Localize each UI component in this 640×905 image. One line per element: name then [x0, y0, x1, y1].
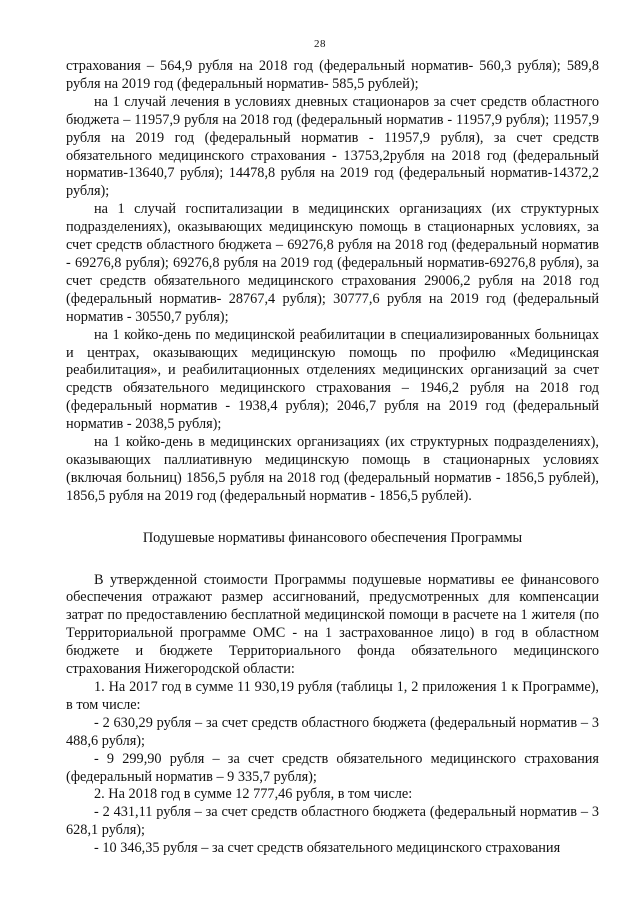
paragraph: 1. На 2017 год в сумме 11 930,19 рубля (таблицы 1, 2 приложения 1 к Программе), в том числе: — [66, 679, 599, 713]
paragraph: на 1 случай госпитализации в медицинских организациях (их структурных подразделениях), оказывающих медицинскую помощь в стационарных условиях, за счет средств областного бюджета – 69276,8 рубля на 2018 год (федеральный норматив - 69276,8 рубля); 69276,8 рубля на 2019 год (федеральный норматив-69276,8 рубля), за счет средств обязательного медицинского страхования 29006,2 рубля на 2018 год (федеральный норматив- 28767,4 рубля); 30777,6 рубля на 2019 год (федеральный норматив - 30550,7 рубля); — [66, 201, 599, 325]
paragraph: на 1 койко-день по медицинской реабилитации в специализированных больницах и центрах, оказывающих медицинскую помощь по профилю «Медицинская реабилитация», и реабилитационных отделениях медицинских организаций за счет средств обязательного медицинского страхования – 1946,2 рубля на 2018 год (федеральный норматив - 1938,4 рубля); 2046,7 рубля на 2019 год (федеральный норматив - 2038,5 рубля); — [66, 326, 599, 433]
paragraph: - 2 431,11 рубля – за счет средств областного бюджета (федеральный норматив – 3 628,1 рубля); — [66, 804, 599, 839]
paragraph: на 1 случай лечения в условиях дневных стационаров за счет средств областного бюджета – 11957,9 рубля на 2018 год (федеральный норматив - 11957,9 рубля); 11957,9 рубля на 2019 год (федеральный норматив - 11957,9 рубля), за счет средств обязательного медицинского страхования - 13753,2рубля на 2018 год (федеральный норматив-13640,7 рубля); 14478,8 рубля на 2019 год (федеральный норматив-14372,2 рубля); — [66, 93, 599, 200]
paragraph: - 2 630,29 рубля – за счет средств областного бюджета (федеральный норматив – 3 488,6 рубля); — [66, 714, 599, 749]
paragraph: - 9 299,90 рубля – за счет средств обязательного медицинского страхования (федеральный норматив – 9 335,7 рубля); — [66, 750, 599, 785]
document-body — [66, 58, 599, 858]
paragraph: 2. На 2018 год в сумме 12 777,46 рубля, в том числе: — [94, 786, 413, 803]
paragraph: на 1 койко-день в медицинских организациях (их структурных подразделениях), оказывающих паллиативную медицинскую помощь в стационарных условиях (включая больниц) 1856,5 рубля на 2018 год (федеральный норматив - 1856,5 рублей), 1856,5 рубля на 2019 год (федеральный норматив - 1856,5 рублей). — [66, 434, 599, 504]
paragraph: страхования – 564,9 рубля на 2018 год (федеральный норматив- 560,3 рубля); 589,8 рубля на 2019 год (федеральный норматив- 585,5 рублей); — [66, 58, 599, 92]
section-heading: Подушевые нормативы финансового обеспечения Программы — [142, 529, 523, 546]
paragraph: - 10 346,35 рубля – за счет средств обязательного медицинского страхования — [94, 840, 561, 857]
page-number: 28 — [314, 38, 326, 50]
paragraph: В утвержденной стоимости Программы подушевые нормативы ее финансового обеспечения отражают размер ассигнований, предусмотренных для компенсации затрат по предоставлению бесплатной медицинской помощи в расчете на 1 жителя (по Территориальной программе ОМС - на 1 застрахованное лицо) в год в областном бюджете и бюджете Территориального фонда обязательного медицинского страхования Нижегородской области: — [66, 571, 599, 678]
